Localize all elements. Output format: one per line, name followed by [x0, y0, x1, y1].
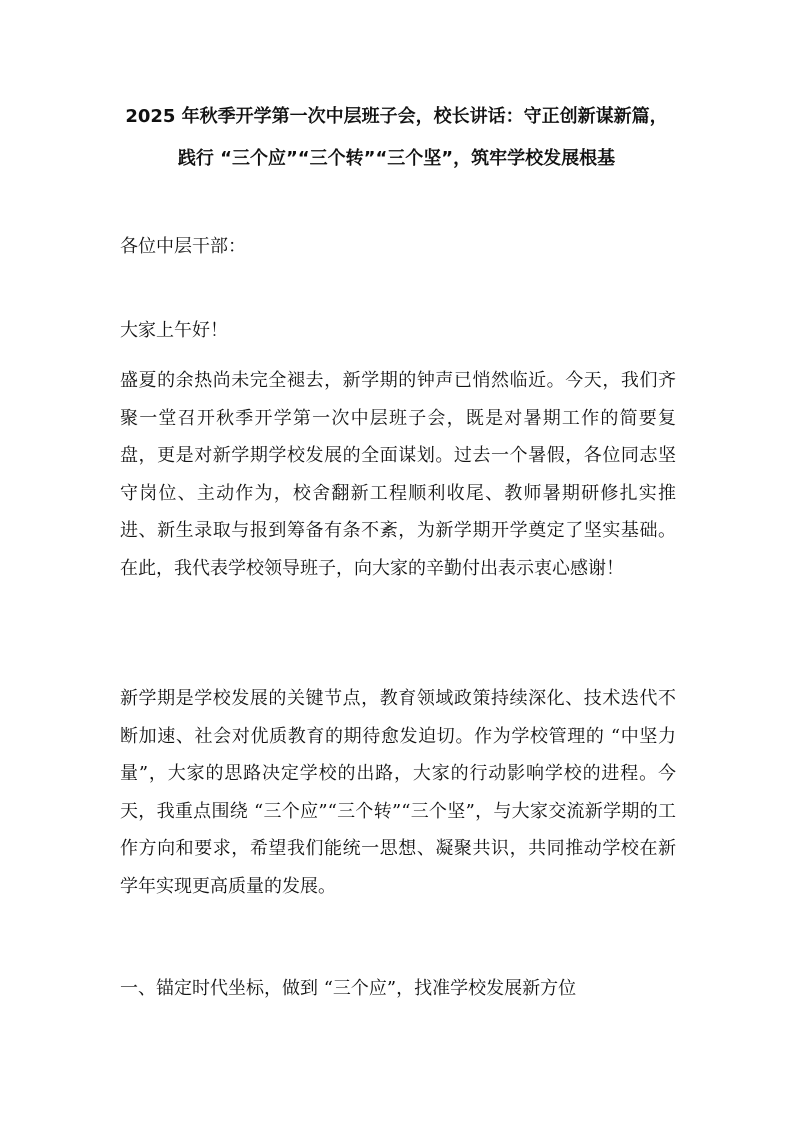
document-title-line-2: 践行 “三个应”“三个转”“三个坚”，筑牢学校发展根基 — [177, 148, 616, 169]
paragraph-2: 新学期是学校发展的关键节点，教育领域政策持续深化、技术迭代不断加速、社会对优质教育的期待愈发迫切。作为学校管理的 “中坚力量”，大家的思路决定学校的出路，大家的行动影响学校的进程。今天，我重点围绕 “三个应”“三个转”“三个坚”，与大家交流新学期的工作方向和要求，希望我们能统一思想、凝聚共识，共同推动学校在新学年实现更高质量的发展。 — [120, 688, 676, 897]
paragraph-1: 盛夏的余热尚未完全褪去，新学期的钟声已悄然临近。今天，我们齐聚一堂召开秋季开学第一次中层班子会，既是对暑期工作的简要复盘，更是对新学期学校发展的全面谋划。过去一个暑假，各位同志坚守岗位、主动作为，校舍翻新工程顺利收尾、教师暑期研修扎实推进、新生录取与报到筹备有条不紊，为新学期开学奠定了坚实基础。在此，我代表学校领导班子，向大家的辛勤付出表示衷心感谢！ — [120, 370, 676, 579]
section-1-heading: 一、锚定时代坐标，做到 “三个应”，找准学校发展新方位 — [120, 978, 577, 999]
document-title-line-1: 2025 年秋季开学第一次中层班子会，校长讲话：守正创新谋新篇， — [125, 106, 668, 127]
greeting: 大家上午好！ — [120, 320, 228, 341]
salutation: 各位中层干部： — [120, 236, 246, 257]
